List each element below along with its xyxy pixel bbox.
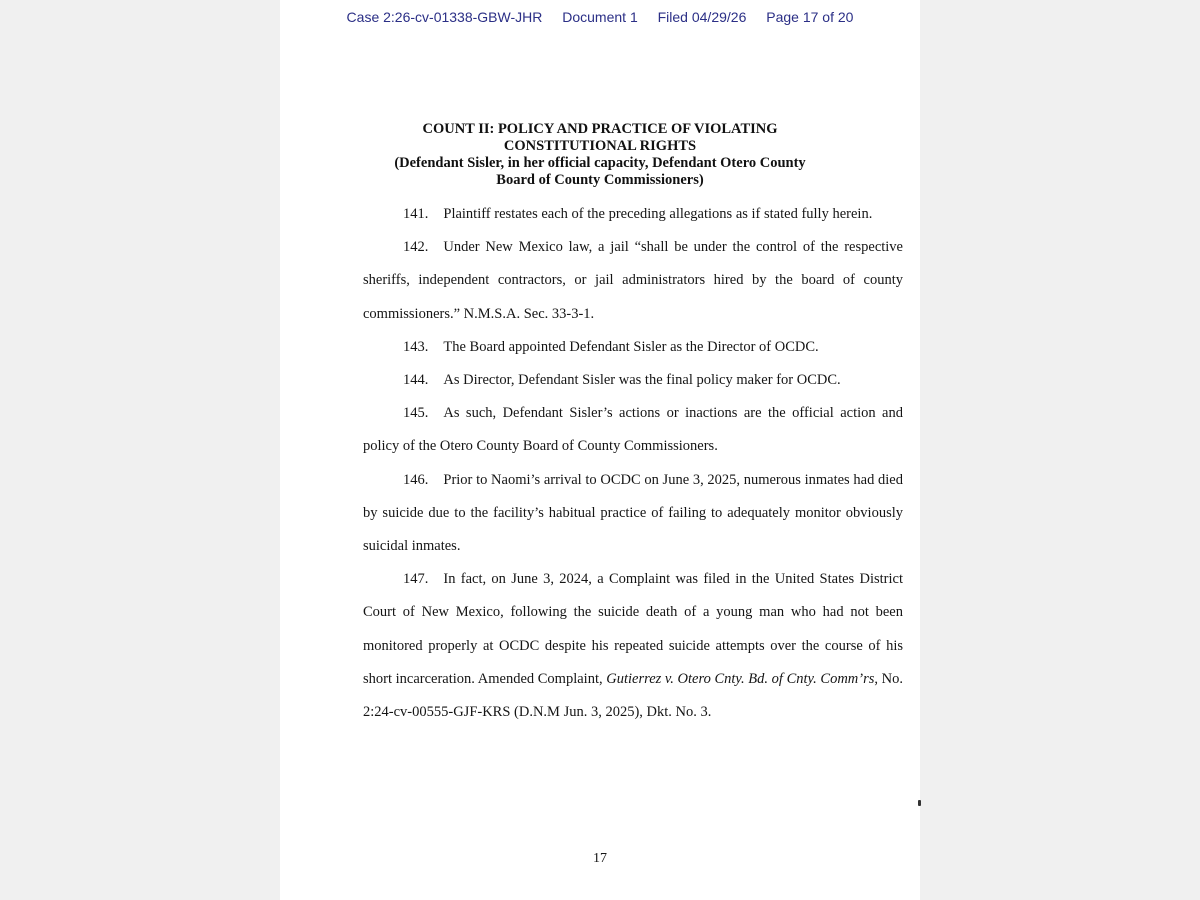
paragraph-number: 144.	[403, 372, 429, 389]
heading-line-3: (Defendant Sisler, in her official capacity, Defendant Otero County	[394, 155, 806, 171]
count-heading	[280, 121, 920, 189]
paragraph-number: 142.	[403, 239, 429, 256]
paragraph-text: In fact, on June 3, 2024, a Complaint was filed in the United States District Court of New Mexico, following the suicide death of a young man who had not been monitored properly at OCDC despite his repeated suicide attempts over the course of his short incarceration. Amended Complaint,	[363, 571, 903, 687]
paragraph-141	[363, 198, 903, 231]
paragraph-text: The Board appointed Defendant Sisler as the Director of OCDC.	[443, 338, 819, 355]
paragraph-text: Under New Mexico law, a jail “shall be under the control of the respective sheriffs, independent contractors, or jail administrators hired by the board of county commissioners.” N.M.S.A. Sec. 33-3-1.	[363, 239, 903, 322]
paragraph-144	[363, 364, 903, 397]
paragraph-text: Prior to Naomi’s arrival to OCDC on June 3, 2025, numerous inmates had died by suicide due to the facility’s habitual practice of failing to adequately monitor obviously suicidal inmates.	[363, 471, 903, 555]
heading-line-1: COUNT II: POLICY AND PRACTICE OF VIOLATING	[422, 121, 778, 137]
paragraph-text: As such, Defendant Sisler’s actions or inactions are the official action and policy of the Otero County Board of County Commissioners.	[363, 405, 903, 455]
ecf-header-stamp	[280, 9, 920, 25]
paragraph-143	[363, 331, 903, 364]
paragraph-146	[363, 464, 903, 564]
page-indicator: Page 17 of 20	[766, 9, 854, 25]
case-number: Case 2:26-cv-01338-GBW-JHR	[346, 9, 543, 25]
page-number: 17	[593, 851, 607, 866]
paragraph-number: 145.	[403, 405, 429, 422]
paragraph-147	[363, 563, 903, 729]
scan-mark	[918, 800, 921, 806]
case-citation: Gutierrez v. Otero Cnty. Bd. of Cnty. Comm’rs	[606, 670, 875, 687]
document-number: Document 1	[562, 9, 638, 25]
paragraph-text: Plaintiff restates each of the preceding allegations as if stated fully herein.	[443, 206, 873, 222]
paragraph-text: As Director, Defendant Sisler was the final policy maker for OCDC.	[443, 372, 841, 389]
heading-line-2: CONSTITUTIONAL RIGHTS	[503, 138, 697, 154]
filed-date: Filed 04/29/26	[657, 9, 747, 25]
paragraph-text-end: , No. 2:24-cv-00555-GJF-KRS (D.N.M Jun. 3, 2025), Dkt. No. 3.	[363, 670, 903, 721]
paragraph-145	[363, 397, 903, 463]
paragraph-number: 141.	[403, 206, 429, 222]
heading-line-4: Board of County Commissioners)	[496, 172, 704, 188]
paragraph-142	[363, 231, 903, 331]
paragraph-number: 143.	[403, 338, 429, 355]
document-body	[363, 198, 903, 729]
paragraph-number: 146.	[403, 471, 429, 488]
document-page	[280, 0, 920, 900]
paragraph-number: 147.	[403, 571, 429, 588]
